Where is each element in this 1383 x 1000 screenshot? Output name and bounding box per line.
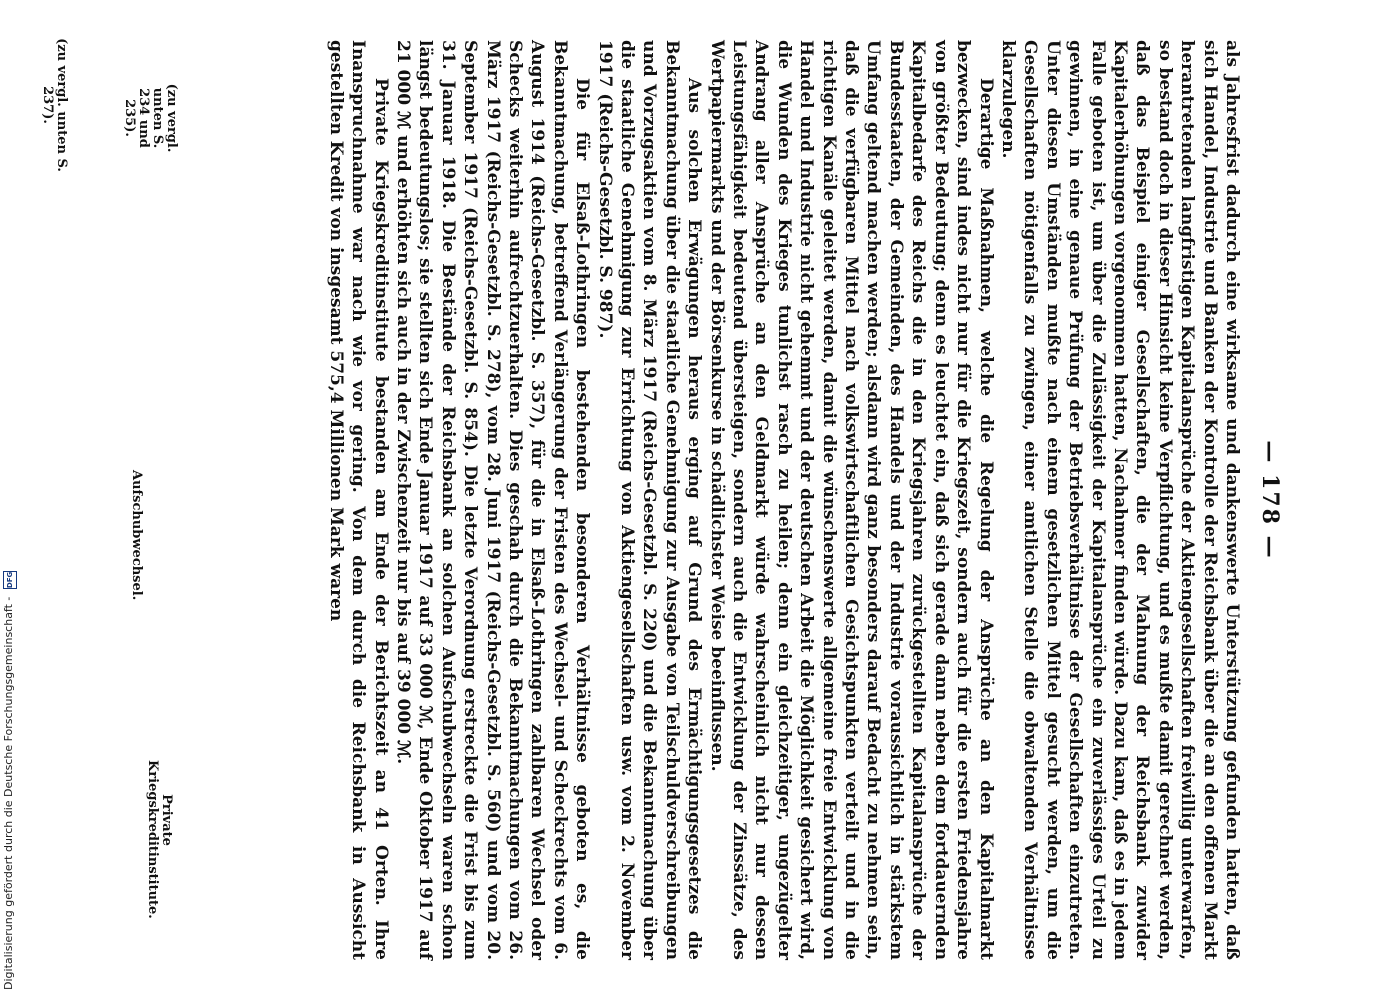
page-number: — 178 — — [1257, 440, 1283, 560]
margin-note-aufschubwechsel: Aufschubwechsel. — [129, 470, 144, 601]
paragraph-2: Derartige Maßnahmen, welche die Regelung der Ansprüche an den Kapitalmarkt bezwecken, sind indes nicht nur für die Kriegszeit, sondern auch für die ersten Friedensjahre von größter Bedeutung; denn es leuchtet ein, daß sich gerade dann neben dem fortdauernden Kapitalbedarfe des Reichs die in den Kriegsjahren zurückgestellten Kapitalansprüche der Bundesstaaten, der Gemeinden, des Handels und der Industrie voraussichtlich in stärkstem Umfang geltend machen werden; alsdann wird ganz besonders darauf Bedacht zu nehmen sein, daß die verfügbaren Mittel nach volkswirtschaftlichen Gesichtspunkten verteilt und in die richtigen Kanäle geleitet werden, damit die wünschenswerte allgemeine freie Entwicklung von Handel und Industrie nicht gehemmt und der deutschen Arbeit die Möglichkeit gesichert wird, die Wunden des Krieges tunlichst rasch zu heilen; denn ein gleichzeitiger, ungezügelter Andrang aller Ansprüche an den Geldmarkt würde wahrscheinlich nicht nur dessen Leistungsfähigkeit bedeutend übersteigen, sondern auch die Entwicklung der Zinssätze, des Wertpapiermarkts und der Börsenkurse in schädlichster Weise beeinflussen. — [706, 40, 996, 960]
paragraph-4: Die für Elsaß-Lothringen bestehenden besonderen Verhältnisse geboten es, die Bekanntmachung, betreffend Verlängerung der Fristen des Wechsel- und Scheckrechts vom 6. August 1914 (Reichs-Gesetzbl. S. 357), für die in Elsaß-Lothringen zahlbaren Wechsel oder Schecks weiterhin aufrechtzuerhalten. Dies geschah durch die Bekanntmachungen vom 26. März 1917 (Reichs-Gesetzbl. S. 278), vom 28. Juni 1917 (Reichs-Gesetzbl. S. 560) und vom 20. September 1917 (Reichs-Gesetzbl. S. 854). Die letzte Verordnung erstreckte die Frist bis zum 31. Januar 1918. Die Bestände der Reichsbank an solchen Aufschubwechseln waren schon längst bedeutungslos; sie stellten sich Ende Januar 1917 auf 33 000 ℳ, Ende Oktober 1917 auf 21 000 ℳ und erhöhten sich auch in der Zwischenzeit nur bis auf 39 000 ℳ. — [392, 40, 593, 960]
paragraph-1: als Jahresfrist dadurch eine wirksame und dankenswerte Unterstützung gefunden hatten, daß sich Handel, Industrie und Banken der Kontrolle der Reichsbank über die an den offenen Markt herantretenden langfristigen Kapitalansprüche der Aktiengesellschaften freiwillig unterwarfen, so bestand doch in dieser Hinsicht keine Verpflichtung, und es mußte damit gerechnet werden, daß das Beispiel einiger Gesellschaften, die der Mahnung der Reichsbank zuwider Kapitalerhöhungen vorgenommen hatten, Nachahmer finden würde. Dazu kam, daß es in jedem Falle geboten ist, um über die Zulässigkeit der Kapitalansprüche ein zuverlässiges Urteil zu gewinnen, in eine genaue Prüfung der Betriebsverhältnisse der Gesellschaften einzutreten. Unter diesen Umständen mußte nach einem gesetzlichen Mittel gesucht werden, um die Gesellschaften nötigenfalls zu zwingen, einer amtlichen Stelle die obwaltenden Verhältnisse klarzulegen. — [997, 40, 1242, 960]
margin-note-kriegskreditinstitute: Private Kriegskreditinstitute. — [145, 760, 174, 919]
footer-stamp — [0, 10, 16, 990]
paragraph-3: Aus solchen Erwägungen heraus erging auf Grund des Ermächtigungsgesetzes die Bekanntmachung über die staatliche Genehmigung zur Ausgabe von Teilschuldverschreibungen und Vorzugsaktien vom 8. März 1917 (Reichs-Gesetzbl. S. 220) und die Bekanntmachung über die staatliche Genehmigung zur Errichtung von Aktiengesellschaften usw. vom 2. November 1917 (Reichs-Gesetzbl. S. 987). — [594, 40, 705, 960]
margin-note-reference-234: (zu vergl. unten S. 234 und 235). — [122, 83, 179, 153]
footer-text: Digitalisierung gefördert durch die Deutsche Forschungsgemeinschaft - — [2, 596, 15, 990]
margin-note-reference-237: (zu vergl. unten S. 237). — [40, 38, 69, 172]
body-text — [173, 40, 1243, 960]
dfg-logo-icon: DFG — [3, 571, 17, 589]
paragraph-5: Private Kriegskreditinstitute bestanden am Ende der Berichtszeit an 41 Orten. Ihre Inanspruchnahme war nach wie vor gering. Von dem durch die Reichsbank in Aussicht gestellten Kredit von insgesamt 575,4 Millionen Mark waren — [325, 40, 391, 960]
